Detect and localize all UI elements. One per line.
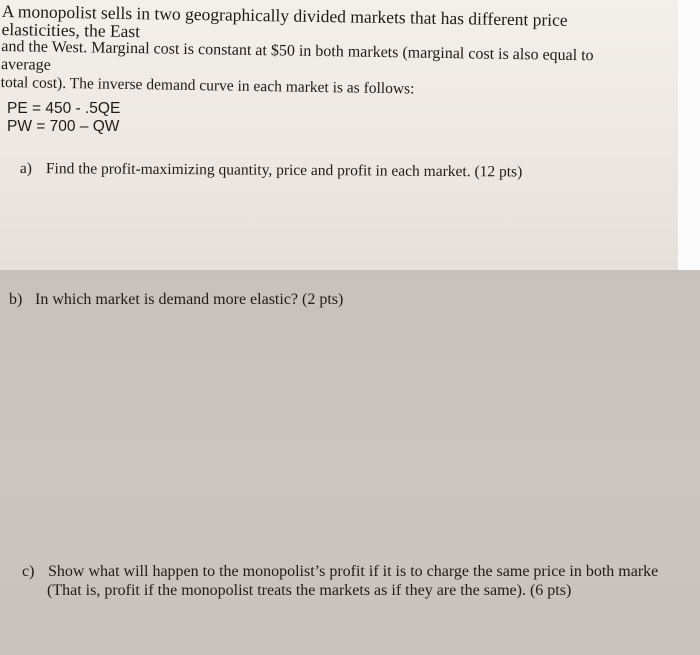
question-c-tag: c) [22,563,35,580]
question-b-text: In which market is demand more elastic? (2 pts) [35,291,344,308]
question-c-text-line-2: (That is, profit if the monopolist treats the markets as if they are the same). (6 pts) [47,582,572,599]
question-a-text: Find the profit-maximizing quantity, price and profit in each market. (12 pts) [45,160,523,181]
problem-intro [1,2,642,102]
intro-line-2: and the West. Marginal cost is constant at $50 in both markets (marginal cost is also equal to average [0,37,594,74]
intro-line-1: A monopolist sells in two geographically divided markets that has different price elasticities, the East [1,1,568,42]
question-a-tag: a) [19,160,33,178]
intro-line-3: total cost). The inverse demand curve in each market is as follows: [0,73,415,98]
west-demand-equation: PW = 700 – QW [7,118,120,135]
question-c-text-line-1: Show what will happen to the monopolist’s profit if it is to charge the same price in both marke [48,563,659,580]
question-b [9,291,343,309]
east-demand-equation: PE = 450 - .5QE [7,100,121,117]
page-right-margin [678,0,700,270]
question-a [20,160,522,182]
question-c [22,563,659,599]
question-b-tag: b) [9,291,23,308]
